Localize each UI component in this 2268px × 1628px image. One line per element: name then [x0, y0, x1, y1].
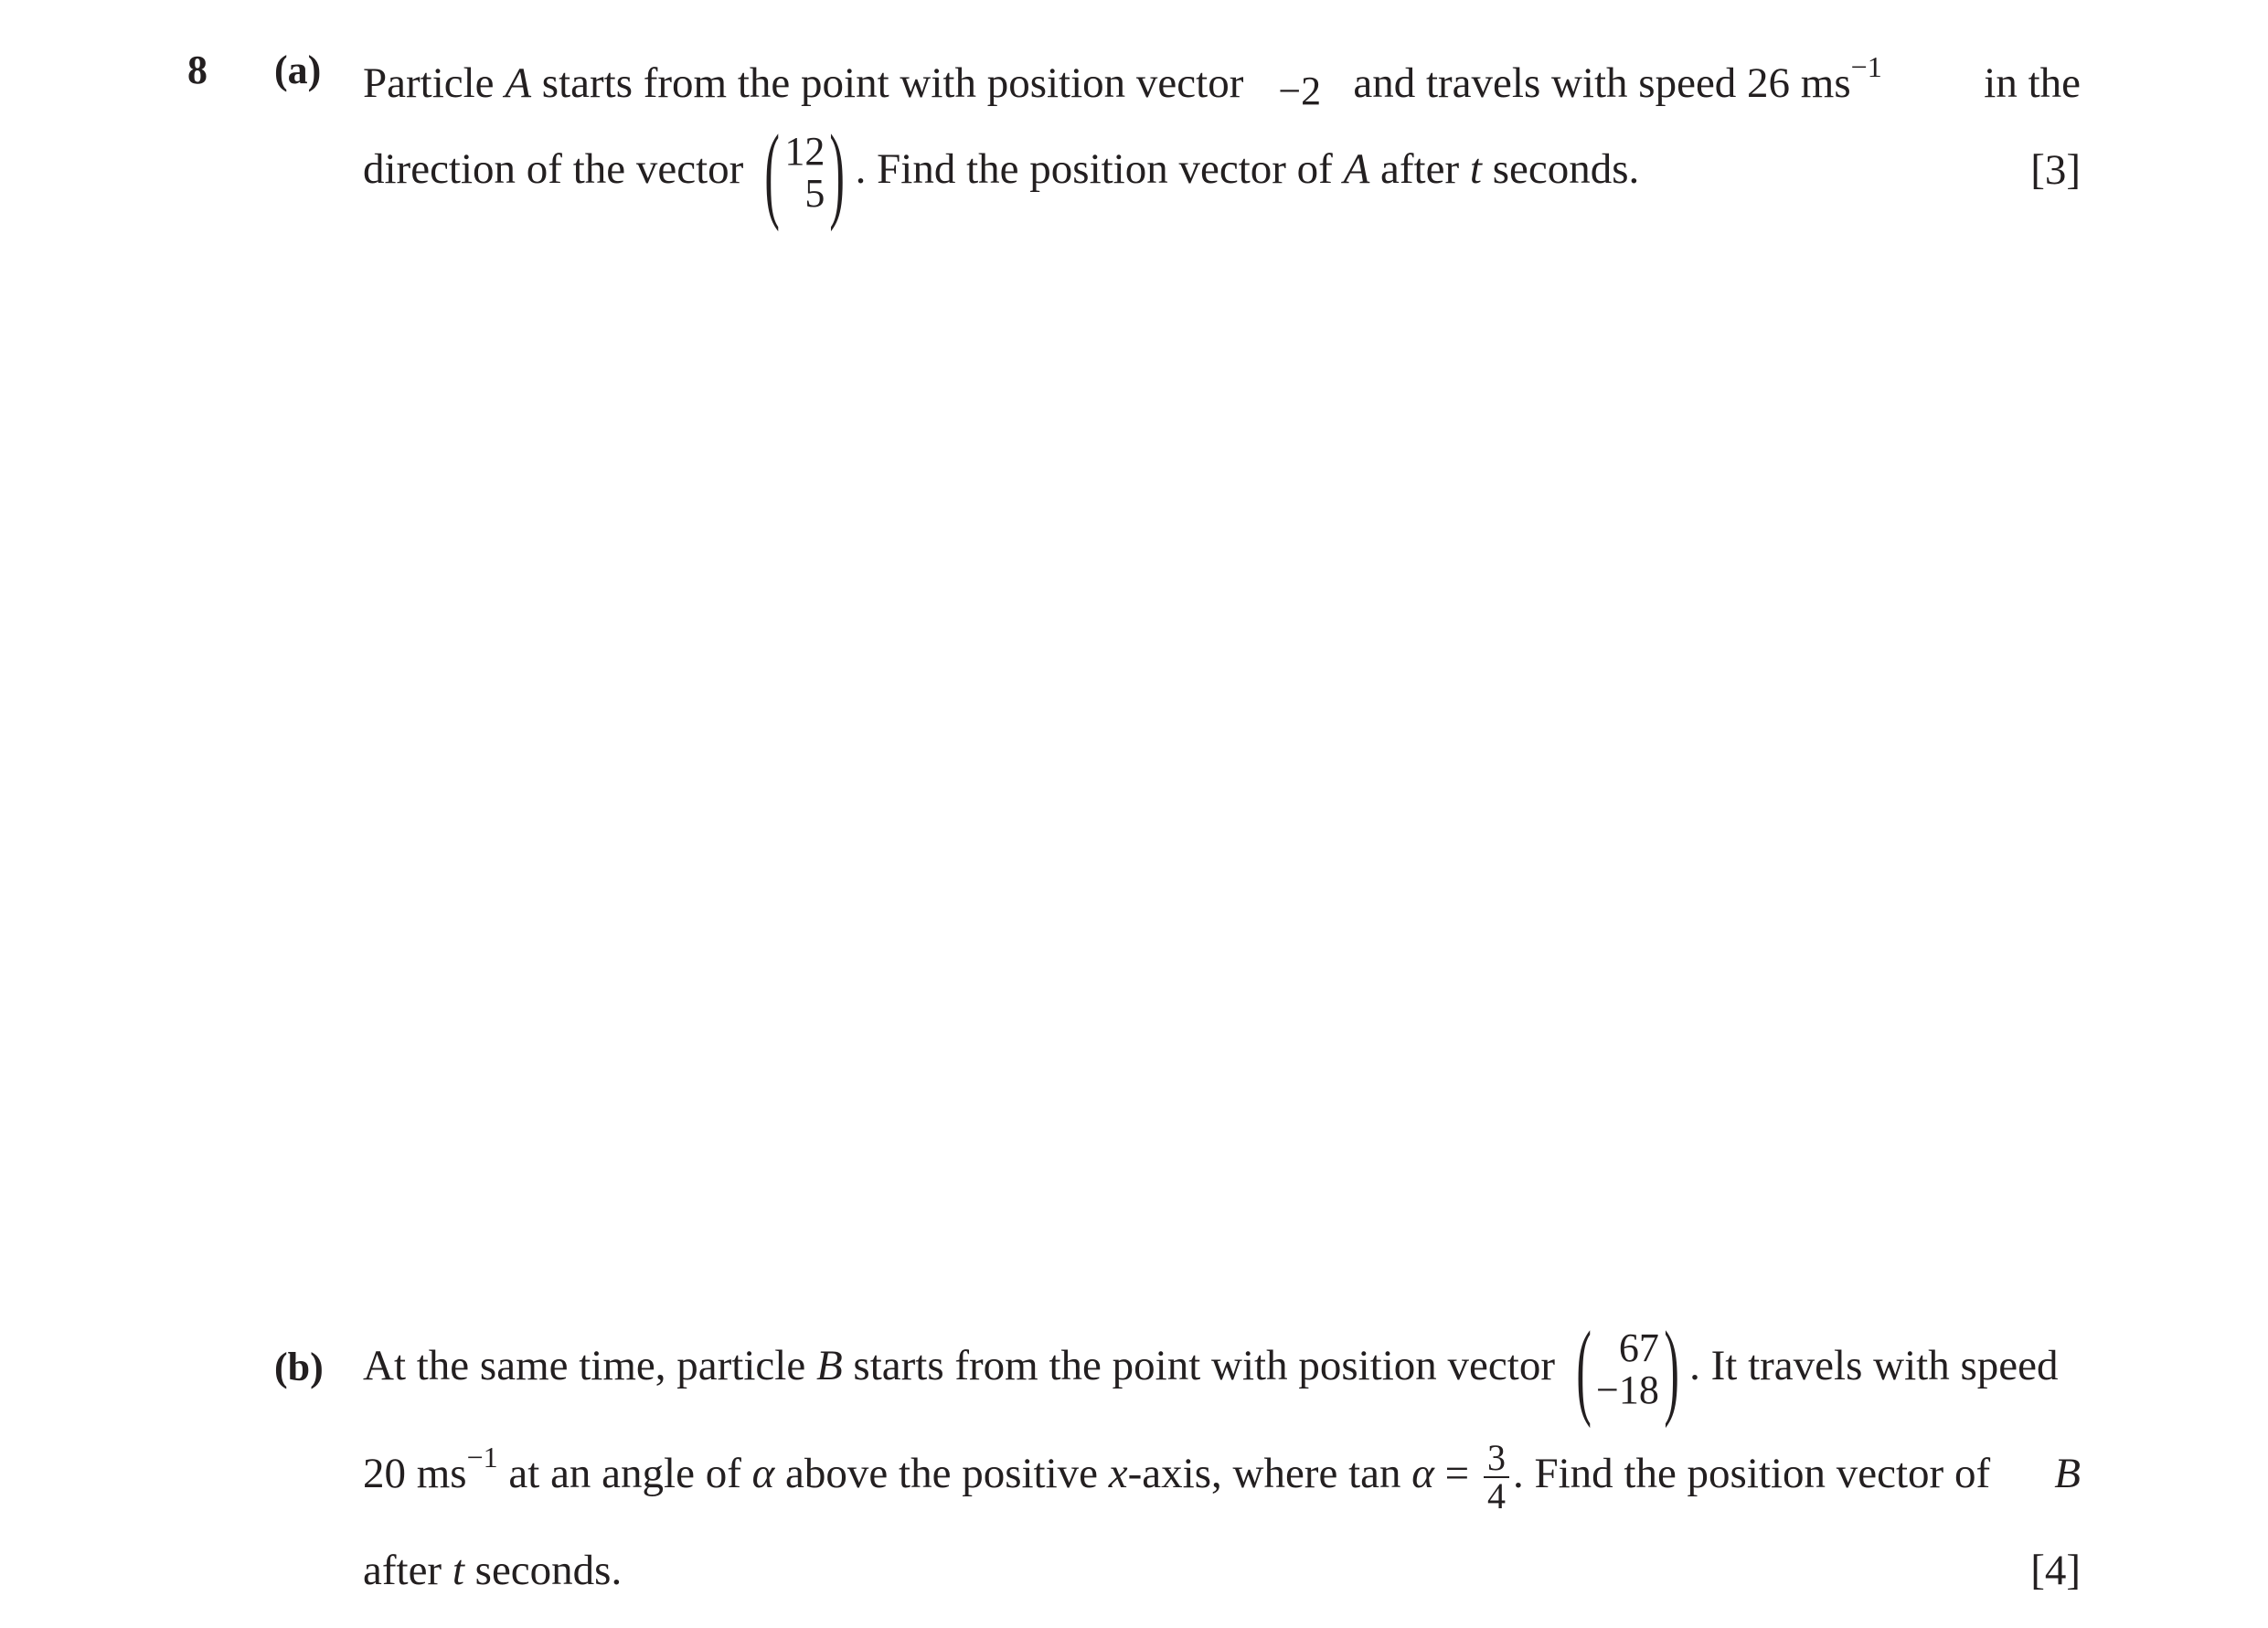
- part-a-marks: [3]: [2030, 146, 2081, 194]
- text-segment: . Find the position vector of: [1512, 1449, 1991, 1497]
- particle-b-symbol: B: [815, 1341, 843, 1389]
- part-b-line-2-text: [363, 1437, 1991, 1516]
- text-segment: seconds.: [463, 1547, 623, 1594]
- unit-exponent: −1: [466, 1440, 498, 1474]
- start-position-vector: [1243, 46, 1353, 113]
- vector-bottom: 5: [804, 171, 825, 216]
- particle-a-symbol: A: [1343, 144, 1370, 193]
- tan-fraction: [1484, 1437, 1509, 1516]
- text-segment: . Find the position vector of: [855, 144, 1344, 193]
- start-position-vector-b: [1566, 1309, 1689, 1429]
- fraction-numerator: 3: [1484, 1440, 1509, 1478]
- text-segment: . It travels with speed: [1689, 1341, 2059, 1389]
- time-variable: t: [452, 1547, 464, 1594]
- part-b-line-1-text: [363, 1309, 2059, 1429]
- text-segment: Particle: [363, 59, 506, 107]
- text-segment: At the same time, particle: [363, 1341, 816, 1389]
- text-segment: starts from the point with position vector: [531, 59, 1244, 107]
- speed-text: 20 ms: [363, 1449, 467, 1497]
- time-variable: t: [1469, 144, 1482, 193]
- particle-b-symbol: B: [2054, 1449, 2081, 1497]
- alpha-symbol: α: [1411, 1449, 1434, 1497]
- text-segment: =: [1433, 1449, 1480, 1497]
- direction-vector: [754, 112, 856, 232]
- x-variable: x: [1108, 1449, 1128, 1497]
- vector-component: −2: [1278, 69, 1322, 113]
- part-b-label: (b): [274, 1345, 324, 1389]
- text-segment: after: [363, 1547, 453, 1594]
- unit-exponent: −1: [1850, 50, 1882, 83]
- text-segment: starts from the point with position vector: [842, 1341, 1566, 1389]
- vector-column: [784, 131, 825, 215]
- vector-top: 12: [784, 129, 825, 174]
- part-a-line-2: [363, 112, 2081, 232]
- part-b-line-3: [363, 1545, 2081, 1596]
- text-segment: above the positive: [774, 1449, 1109, 1497]
- text-segment: seconds.: [1481, 144, 1640, 193]
- speed-text: and travels with speed 26 ms: [1353, 59, 1851, 107]
- text-segment: direction of the vector: [363, 144, 755, 193]
- vector-column: [1596, 1327, 1659, 1411]
- question-number: 8: [187, 48, 208, 92]
- part-a-line-1-end: in the: [1984, 59, 2081, 107]
- text-segment: -axis, where tan: [1127, 1449, 1412, 1497]
- alpha-symbol: α: [751, 1449, 775, 1497]
- left-parenthesis: (: [1576, 1309, 1592, 1429]
- left-parenthesis: (: [764, 112, 780, 232]
- part-a-line-1-text: [363, 46, 1882, 112]
- fraction-denominator: 4: [1486, 1475, 1506, 1516]
- part-b-marks: [4]: [2030, 1547, 2081, 1594]
- part-a-line-1: [363, 46, 2081, 112]
- vector-top: 67: [1618, 1325, 1659, 1370]
- part-a-label: (a): [274, 48, 322, 92]
- particle-a-symbol: A: [505, 59, 532, 107]
- part-b-line-1: [363, 1309, 2081, 1429]
- text-segment: after: [1369, 144, 1470, 193]
- vector-bottom: −18: [1596, 1367, 1659, 1412]
- right-parenthesis: ): [1664, 1309, 1679, 1429]
- text-segment: at an angle of: [497, 1449, 752, 1497]
- part-b-line-2: [363, 1437, 2081, 1516]
- right-parenthesis: ): [829, 112, 846, 232]
